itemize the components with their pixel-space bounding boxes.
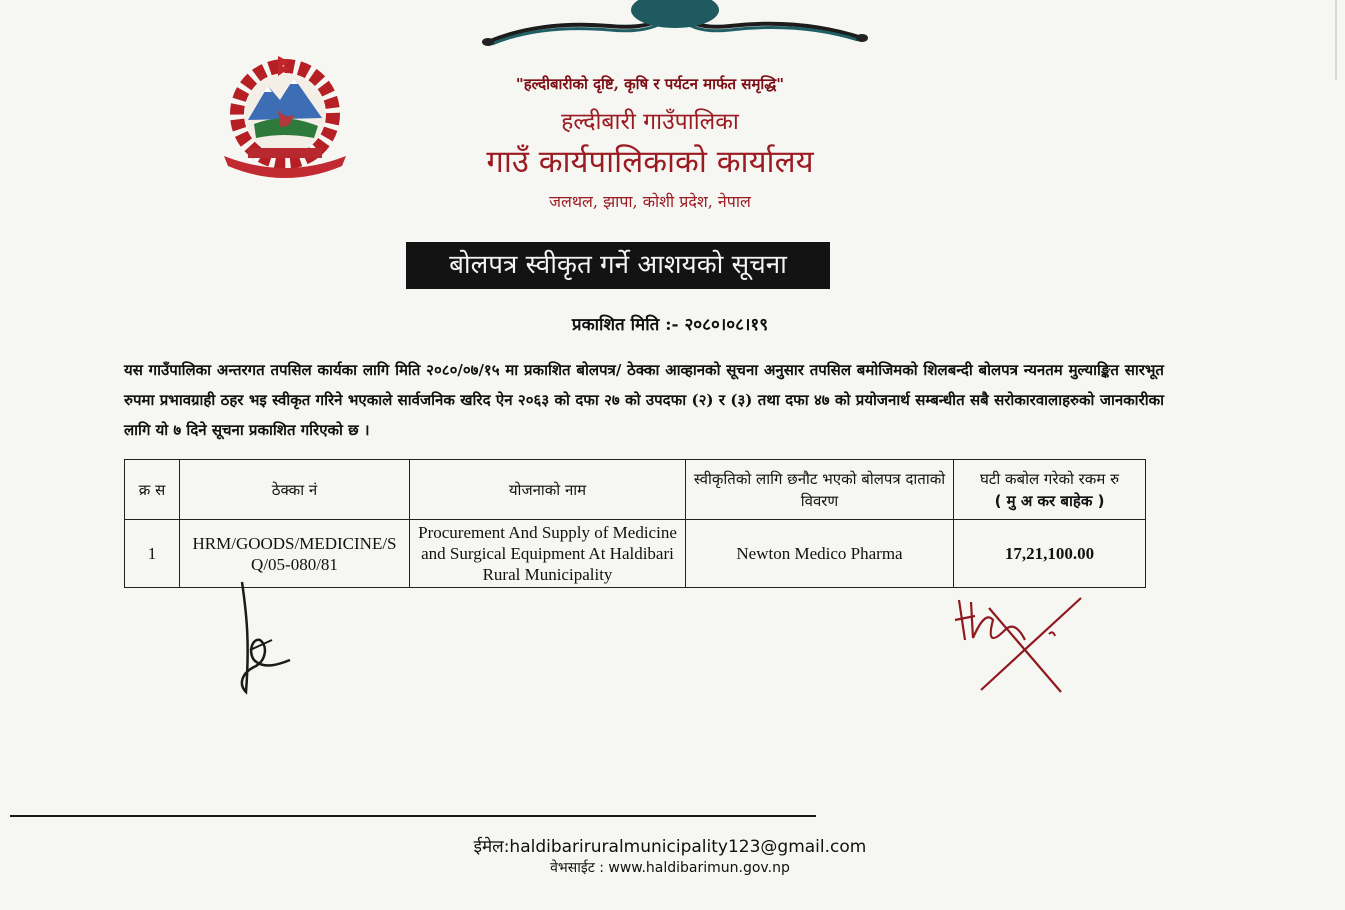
table-header-row xyxy=(125,460,1146,520)
cell-bidder: Newton Medico Pharma xyxy=(686,520,954,588)
header-amount-line1: घटी कबोल गरेको रकम रु xyxy=(979,469,1120,488)
office-address: जलथल, झापा, कोशी प्रदेश, नेपाल xyxy=(549,192,751,211)
header-project: योजनाको नाम xyxy=(410,460,686,520)
signature-right-icon xyxy=(945,590,1090,695)
header-bidder: स्वीकृतिको लागि छनौट भएको बोलपत्र दाताको विवरण xyxy=(686,460,954,520)
footer-email: ईमेल:haldibariruralmunicipality123@gmail.com xyxy=(473,837,867,857)
cell-sn: 1 xyxy=(125,520,180,588)
footer-website: वेभसाईट : www.haldibarimun.gov.np xyxy=(550,860,790,876)
header-amount xyxy=(954,460,1146,520)
table-row xyxy=(125,520,1146,588)
motto: "हल्दीबारीको दृष्टि, कृषि र पर्यटन मार्फत समृद्धि" xyxy=(515,75,785,93)
office-name: गाउँ कार्यपालिकाको कार्यालय xyxy=(486,144,814,180)
header-contract-no: ठेक्का नं xyxy=(180,460,410,520)
notice-title: बोलपत्र स्वीकृत गर्ने आशयको सूचना xyxy=(406,242,830,289)
cell-contract-no: HRM/GOODS/MEDICINE/SQ/05-080/81 xyxy=(180,520,410,588)
notice-body: यस गाउँपालिका अन्तरगत तपसिल कार्यका लागि मिति २०८०/०७/१५ मा प्रकाशित बोलपत्र/ ठेक्का आव्हानको सूचना अनुसार तपसिल बमोजिमको शिलबन्दी बोलपत्र न्यनतम मुल्याङ्कित सारभूत रुपमा प्रभावग्राही ठहर भइ स्वीकृत गरिने भएकाले सार्वजनिक खरिद ऐन २०६३ को दफा २७ को उपदफा (२) र (३) तथा दफा ४७ को प्रयोजनार्थ सम्बन्धीत सबै सरोकारवालाहरुको जानकारीका लागि यो ७ दिने सूचना प्रकाशित गरिएको छ । xyxy=(124,361,1164,439)
binding-string-icon xyxy=(480,0,870,60)
sheet-edge xyxy=(1335,0,1337,80)
published-date: प्रकाशित मिति :- २०८०।०८।१९ xyxy=(571,315,769,335)
header-amount-line2: ( मु अ कर बाहेक ) xyxy=(994,491,1105,510)
cell-amount: 17,21,100.00 xyxy=(954,520,1146,588)
footer-divider xyxy=(10,815,816,817)
header-sn: क्र स xyxy=(125,460,180,520)
cell-project: Procurement And Supply of Medicine and Surgical Equipment At Haldibari Rural Municipality xyxy=(410,520,686,588)
signature-left-icon xyxy=(228,580,298,700)
municipality-name: हल्दीबारी गाउँपालिका xyxy=(561,109,739,135)
bid-table xyxy=(124,459,1146,588)
